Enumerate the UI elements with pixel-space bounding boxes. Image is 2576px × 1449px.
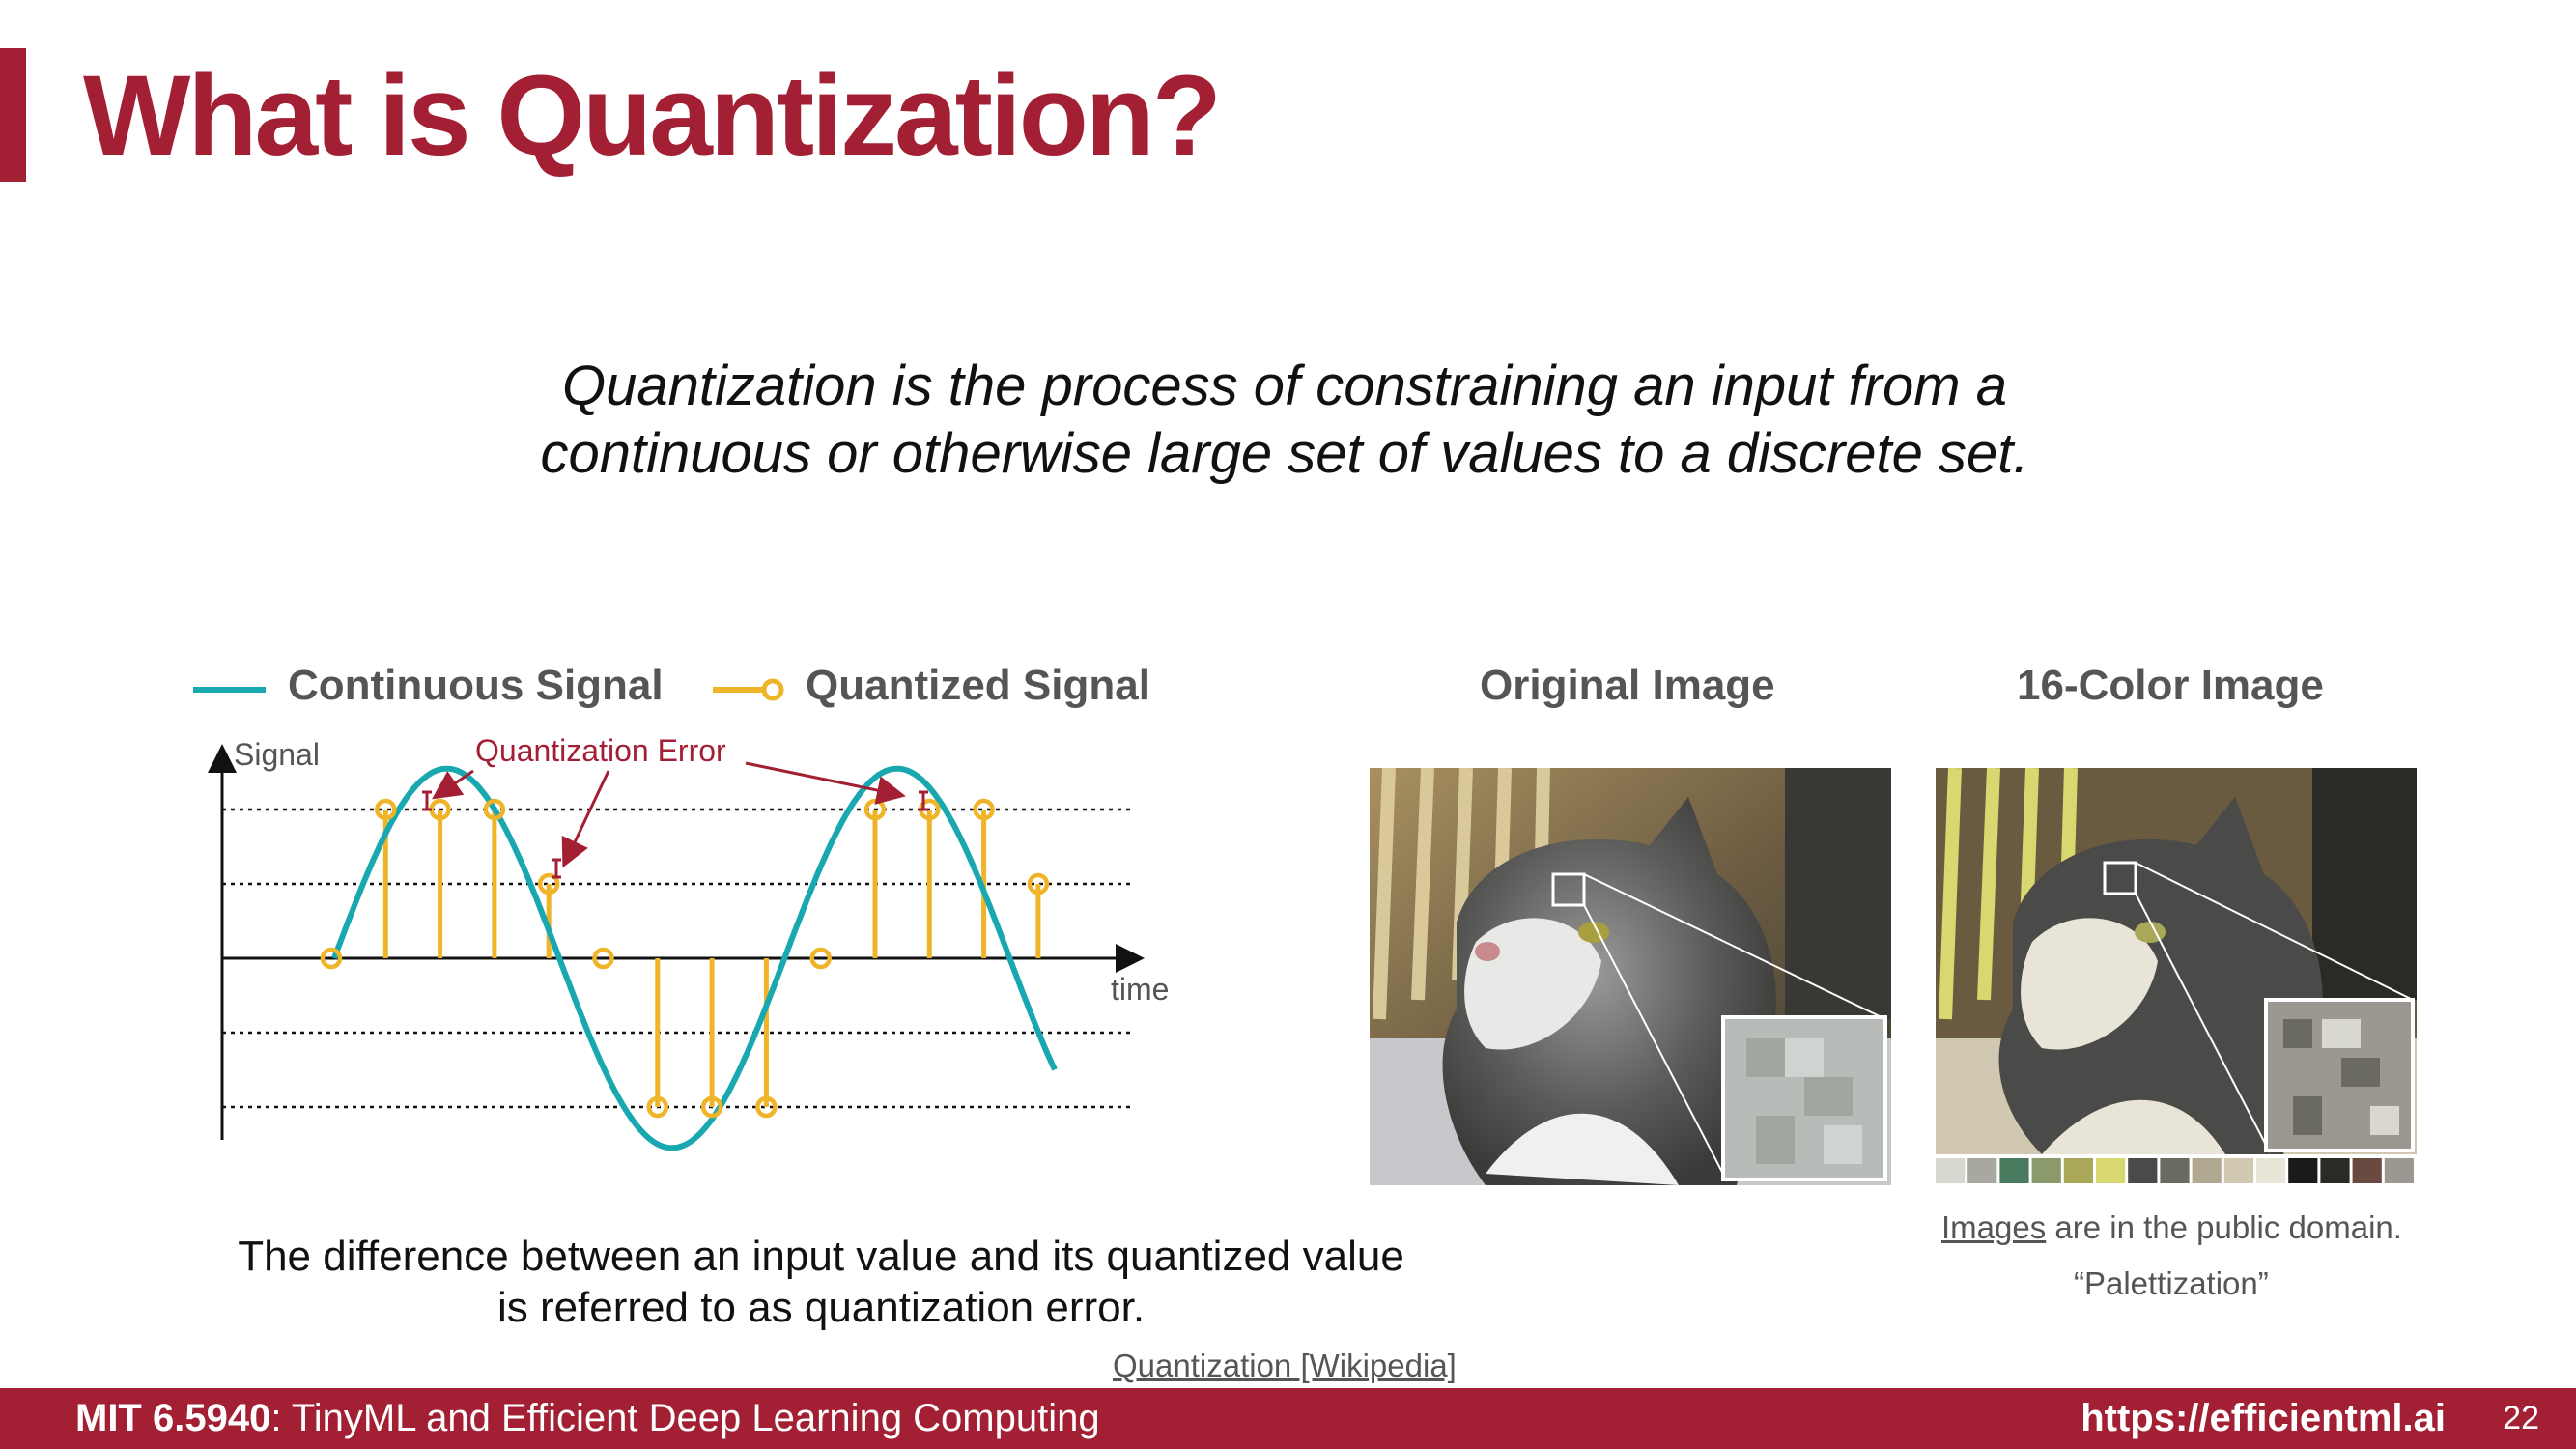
palette-swatch bbox=[2064, 1158, 2093, 1183]
legend-quantized-swatch bbox=[713, 676, 790, 705]
quantization-error-note bbox=[58, 1231, 1584, 1333]
palette-swatch bbox=[2096, 1158, 2125, 1183]
palette-swatch bbox=[2320, 1158, 2349, 1183]
course-url[interactable]: https://efficientml.ai bbox=[2081, 1397, 2446, 1439]
quantization-error-label: Quantization Error bbox=[475, 733, 726, 768]
error-note-line-1: The difference between an input value and its quantized value bbox=[238, 1233, 1404, 1280]
course-title: MIT 6.5940: TinyML and Efficient Deep Learning Computing bbox=[75, 1397, 1100, 1439]
palettization-caption: “Palettization” bbox=[2074, 1265, 2269, 1301]
wikipedia-link[interactable]: Quantization [Wikipedia] bbox=[1113, 1348, 1457, 1383]
palette-swatch bbox=[2224, 1158, 2253, 1183]
palette-swatch bbox=[1936, 1158, 1965, 1183]
legend-continuous-label: Continuous Signal bbox=[288, 662, 664, 709]
palette-swatch bbox=[2256, 1158, 2285, 1183]
legend-quantized-label: Quantized Signal bbox=[806, 662, 1150, 709]
title-accent-bar bbox=[0, 48, 26, 182]
image-credit: Images are in the public domain. bbox=[1941, 1209, 2402, 1245]
error-arrow-1 bbox=[437, 771, 473, 796]
palette-swatch bbox=[2160, 1158, 2189, 1183]
palette-swatch bbox=[2288, 1158, 2317, 1183]
palette-swatch bbox=[2353, 1158, 2382, 1183]
error-arrow-2 bbox=[565, 771, 609, 863]
definition-line-1: Quantization is the process of constraining an input from a bbox=[562, 355, 2007, 417]
palette-swatches bbox=[1936, 1158, 2414, 1183]
quantization-chart bbox=[174, 715, 1198, 1169]
definition-line-2: continuous or otherwise large set of values to a discrete set. bbox=[540, 422, 2029, 485]
footer-bar bbox=[0, 1388, 2576, 1449]
palette-swatch bbox=[1999, 1158, 2028, 1183]
y-axis-label: Signal bbox=[234, 737, 320, 772]
images-link[interactable]: Images bbox=[1941, 1209, 2047, 1245]
original-cat-image bbox=[1370, 768, 1891, 1185]
page-number: 22 bbox=[2503, 1400, 2539, 1436]
palette-cat-image bbox=[1936, 768, 2417, 1185]
error-note-line-2: is referred to as quantization error. bbox=[496, 1284, 1146, 1331]
slide-title: What is Quantization? bbox=[83, 52, 1219, 180]
palette-image-title: 16-Color Image bbox=[2017, 662, 2324, 709]
palette-swatch bbox=[1967, 1158, 1996, 1183]
palette-swatch bbox=[2128, 1158, 2157, 1183]
original-image-title: Original Image bbox=[1480, 662, 1775, 709]
legend-continuous-swatch bbox=[193, 676, 270, 705]
definition-text bbox=[406, 353, 2164, 488]
palette-swatch bbox=[2193, 1158, 2222, 1183]
x-axis-label: time bbox=[1111, 972, 1170, 1007]
palette-swatch bbox=[2385, 1158, 2414, 1183]
palette-swatch bbox=[2032, 1158, 2061, 1183]
